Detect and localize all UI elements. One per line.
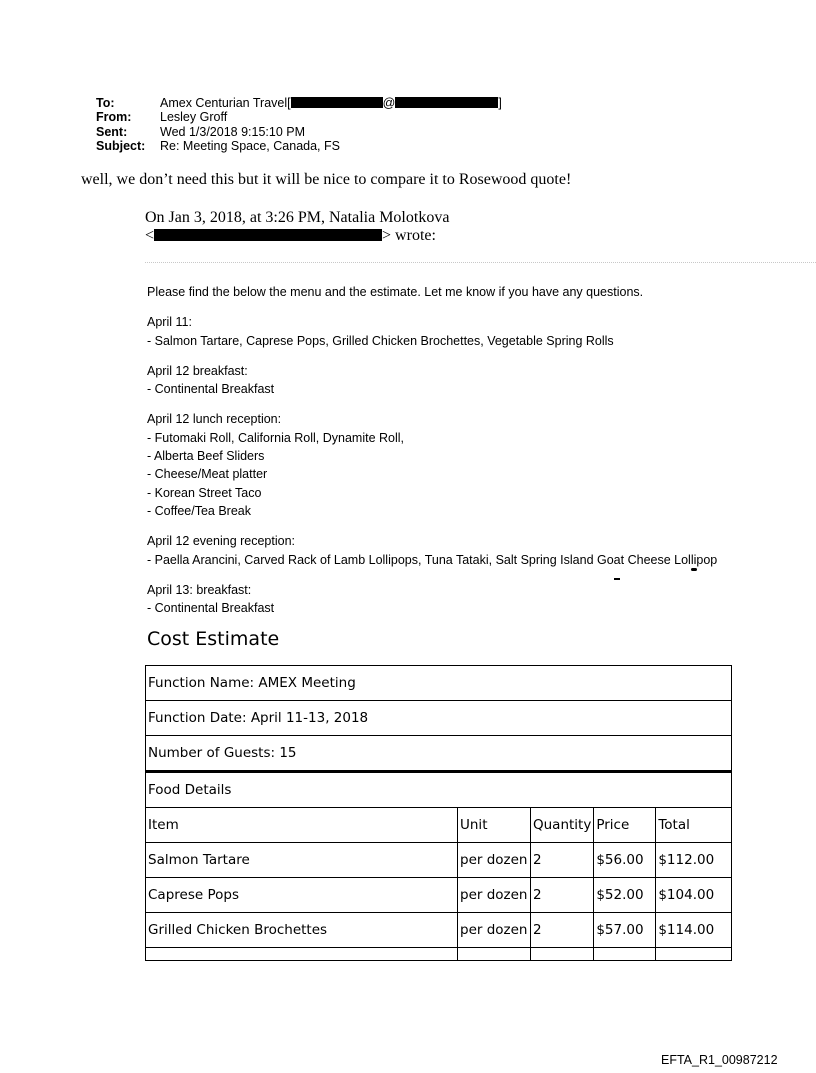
bates-number: EFTA_R1_00987212	[661, 1053, 778, 1067]
table-cell	[656, 948, 732, 961]
table-cell	[531, 948, 594, 961]
quote-attribution	[145, 209, 449, 245]
table-cell: $114.00	[656, 913, 732, 948]
table-cell	[146, 948, 458, 961]
table-row	[146, 701, 732, 736]
table-cell: 2	[531, 878, 594, 913]
function-name: Function Name: AMEX Meeting	[146, 666, 732, 701]
from-value: Lesley Groff	[160, 110, 228, 125]
table-row-empty	[146, 948, 732, 961]
to-value: Amex Centurian Travel[ @ ]	[160, 96, 502, 110]
function-date: Function Date: April 11-13, 2018	[146, 701, 732, 736]
subject-row	[96, 139, 502, 153]
column-header: Price	[594, 808, 656, 843]
column-header: Item	[146, 808, 458, 843]
table-row	[146, 878, 732, 913]
table-cell: $52.00	[594, 878, 656, 913]
column-header: Unit	[458, 808, 531, 843]
food-details-heading: Food Details	[146, 772, 732, 808]
cost-estimate-title: Cost Estimate	[147, 628, 280, 650]
section-title: April 12 evening reception:	[147, 534, 296, 549]
menu-line: - Korean Street Taco	[147, 485, 262, 500]
menu-section	[147, 313, 717, 350]
body-intro: Please find the below the menu and the estimate. Let me know if you have any questions.	[147, 285, 644, 299]
cost-estimate-table	[145, 665, 732, 961]
table-row	[146, 666, 732, 701]
menu-line: - Continental Breakfast	[147, 382, 275, 397]
table-cell: $104.00	[656, 878, 732, 913]
from-row	[96, 110, 502, 124]
to-row	[96, 96, 502, 110]
sent-value: Wed 1/3/2018 9:15:10 PM	[160, 124, 306, 139]
table-cell: Grilled Chicken Brochettes	[146, 913, 458, 948]
table-header-row	[146, 808, 732, 843]
menu-section	[147, 410, 717, 520]
redaction-bar	[395, 97, 498, 108]
menu-line: - Coffee/Tea Break	[147, 503, 251, 518]
menu-line: - Futomaki Roll, California Roll, Dynamite Roll,	[147, 430, 405, 445]
reply-text: well, we don’t need this but it will be nice to compare it to Rosewood quote!	[81, 171, 572, 188]
subject-value: Re: Meeting Space, Canada, FS	[160, 138, 340, 153]
table-row	[146, 843, 732, 878]
menu-line: - Cheese/Meat platter	[147, 467, 268, 482]
table-cell: 2	[531, 913, 594, 948]
guest-count: Number of Guests: 15	[146, 736, 732, 772]
table-cell: per dozen	[458, 878, 531, 913]
quote-divider	[145, 262, 816, 263]
table-cell: $112.00	[656, 843, 732, 878]
attribution-line: On Jan 3, 2018, at 3:26 PM, Natalia Molotkova	[145, 209, 450, 226]
table-cell: per dozen	[458, 913, 531, 948]
table-cell: 2	[531, 843, 594, 878]
table-row	[146, 913, 732, 948]
section-title: April 11:	[147, 315, 192, 330]
section-title: April 12 lunch reception:	[147, 412, 282, 427]
subject-label: Subject:	[96, 138, 146, 153]
quoted-body	[147, 283, 717, 617]
sent-label: Sent:	[96, 124, 128, 139]
section-title: April 13: breakfast:	[147, 582, 252, 597]
menu-line: - Salmon Tartare, Caprese Pops, Grilled Chicken Brochettes, Vegetable Spring Rolls	[147, 333, 614, 348]
menu-line: - Paella Arancini, Carved Rack of Lamb Lollipops, Tuna Tataki, Salt Spring Island Goat Cheese Lollipop	[147, 552, 718, 567]
table-cell: $56.00	[594, 843, 656, 878]
attribution-email-line: < > wrote:	[145, 227, 436, 244]
to-label: To:	[96, 96, 115, 110]
redaction-bar	[154, 229, 382, 241]
table-cell: per dozen	[458, 843, 531, 878]
table-row	[146, 736, 732, 772]
column-header: Total	[656, 808, 732, 843]
column-header: Quantity	[531, 808, 594, 843]
table-cell: Salmon Tartare	[146, 843, 458, 878]
table-cell: Caprese Pops	[146, 878, 458, 913]
email-header	[96, 96, 502, 153]
menu-section	[147, 362, 717, 399]
menu-section	[147, 581, 717, 618]
menu-section	[147, 532, 717, 569]
sent-row	[96, 125, 502, 139]
table-cell	[594, 948, 656, 961]
scan-mark	[691, 568, 697, 571]
menu-line: - Continental Breakfast	[147, 601, 275, 616]
table-cell: $57.00	[594, 913, 656, 948]
from-label: From:	[96, 110, 132, 125]
menu-line: - Alberta Beef Sliders	[147, 449, 265, 464]
table-row	[146, 772, 732, 808]
table-cell	[458, 948, 531, 961]
redaction-bar	[291, 97, 383, 108]
section-title: April 12 breakfast:	[147, 363, 248, 378]
scan-mark	[614, 578, 620, 580]
